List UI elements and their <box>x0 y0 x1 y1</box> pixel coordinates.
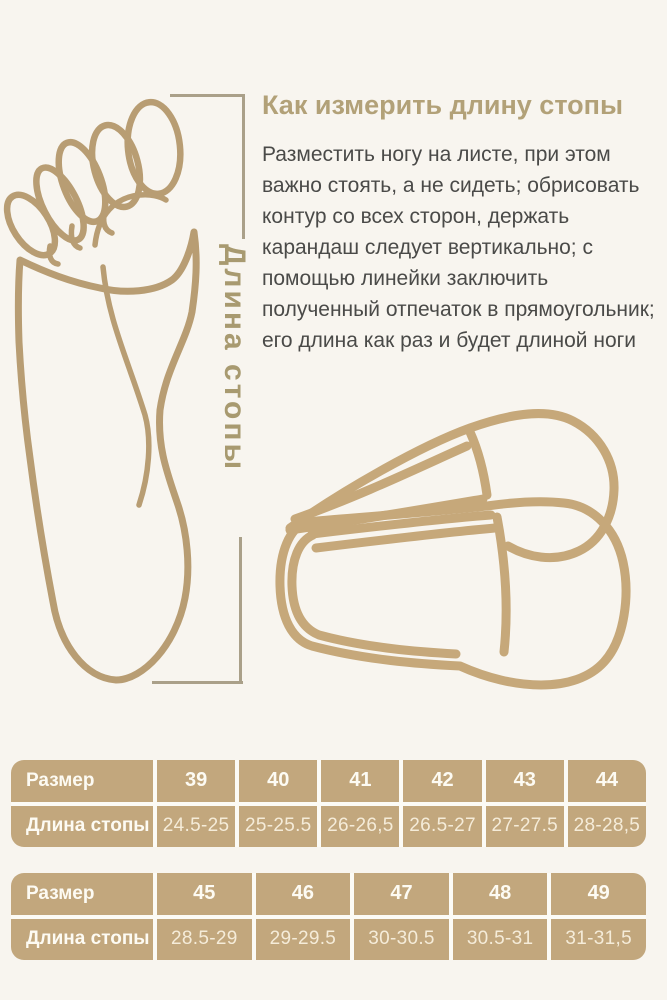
size-table-1 <box>11 760 646 847</box>
size-cell: 47 <box>354 873 449 915</box>
length-cell: 24.5-25 <box>157 806 235 848</box>
length-cell: 28-28,5 <box>568 806 646 848</box>
measure-bracket-upper-line <box>242 94 245 239</box>
front-slipper-outline <box>280 502 626 685</box>
toes-outline <box>0 100 185 264</box>
measure-bracket-top-tick <box>170 94 245 97</box>
page-title: Как измерить длину стопы <box>262 90 624 120</box>
row-label-cell: Размер <box>11 760 153 802</box>
size-cell: 43 <box>486 760 564 802</box>
size-cell: 45 <box>157 873 252 915</box>
size-cell: 48 <box>453 873 548 915</box>
row-label-cell: Длина стопы <box>11 806 153 848</box>
row-label-cell: Размер <box>11 873 153 915</box>
size-table-2 <box>11 873 646 960</box>
size-cell: 41 <box>321 760 399 802</box>
length-cell: 28.5-29 <box>157 919 252 961</box>
row-label-cell: Длина стопы <box>11 919 153 961</box>
measure-bracket-bottom-tick <box>152 681 243 684</box>
length-cell: 25-25.5 <box>239 806 317 848</box>
instructions-text: Разместить ногу на листе, при этом важно стоять, а не сидеть; обрисовать контур со всех сторон, держать карандаш следует вертикально; с помощью линейки заключить полученный отпечаток в прямоугольник; его длина как раз и будет длиной ноги <box>262 143 655 352</box>
measure-bracket-lower-line <box>239 537 242 684</box>
length-cell: 30-30.5 <box>354 919 449 961</box>
size-cell: 44 <box>568 760 646 802</box>
size-cell: 42 <box>403 760 481 802</box>
foot-length-axis-label: Длина стопы <box>218 244 251 473</box>
length-cell: 26-26,5 <box>321 806 399 848</box>
length-cell: 26.5-27 <box>403 806 481 848</box>
slippers-illustration <box>270 400 667 716</box>
size-cell: 49 <box>551 873 646 915</box>
length-cell: 31-31,5 <box>551 919 646 961</box>
size-cell: 40 <box>239 760 317 802</box>
length-cell: 30.5-31 <box>453 919 548 961</box>
size-cell: 39 <box>157 760 235 802</box>
size-cell: 46 <box>256 873 351 915</box>
length-cell: 29-29.5 <box>256 919 351 961</box>
length-cell: 27-27.5 <box>486 806 564 848</box>
